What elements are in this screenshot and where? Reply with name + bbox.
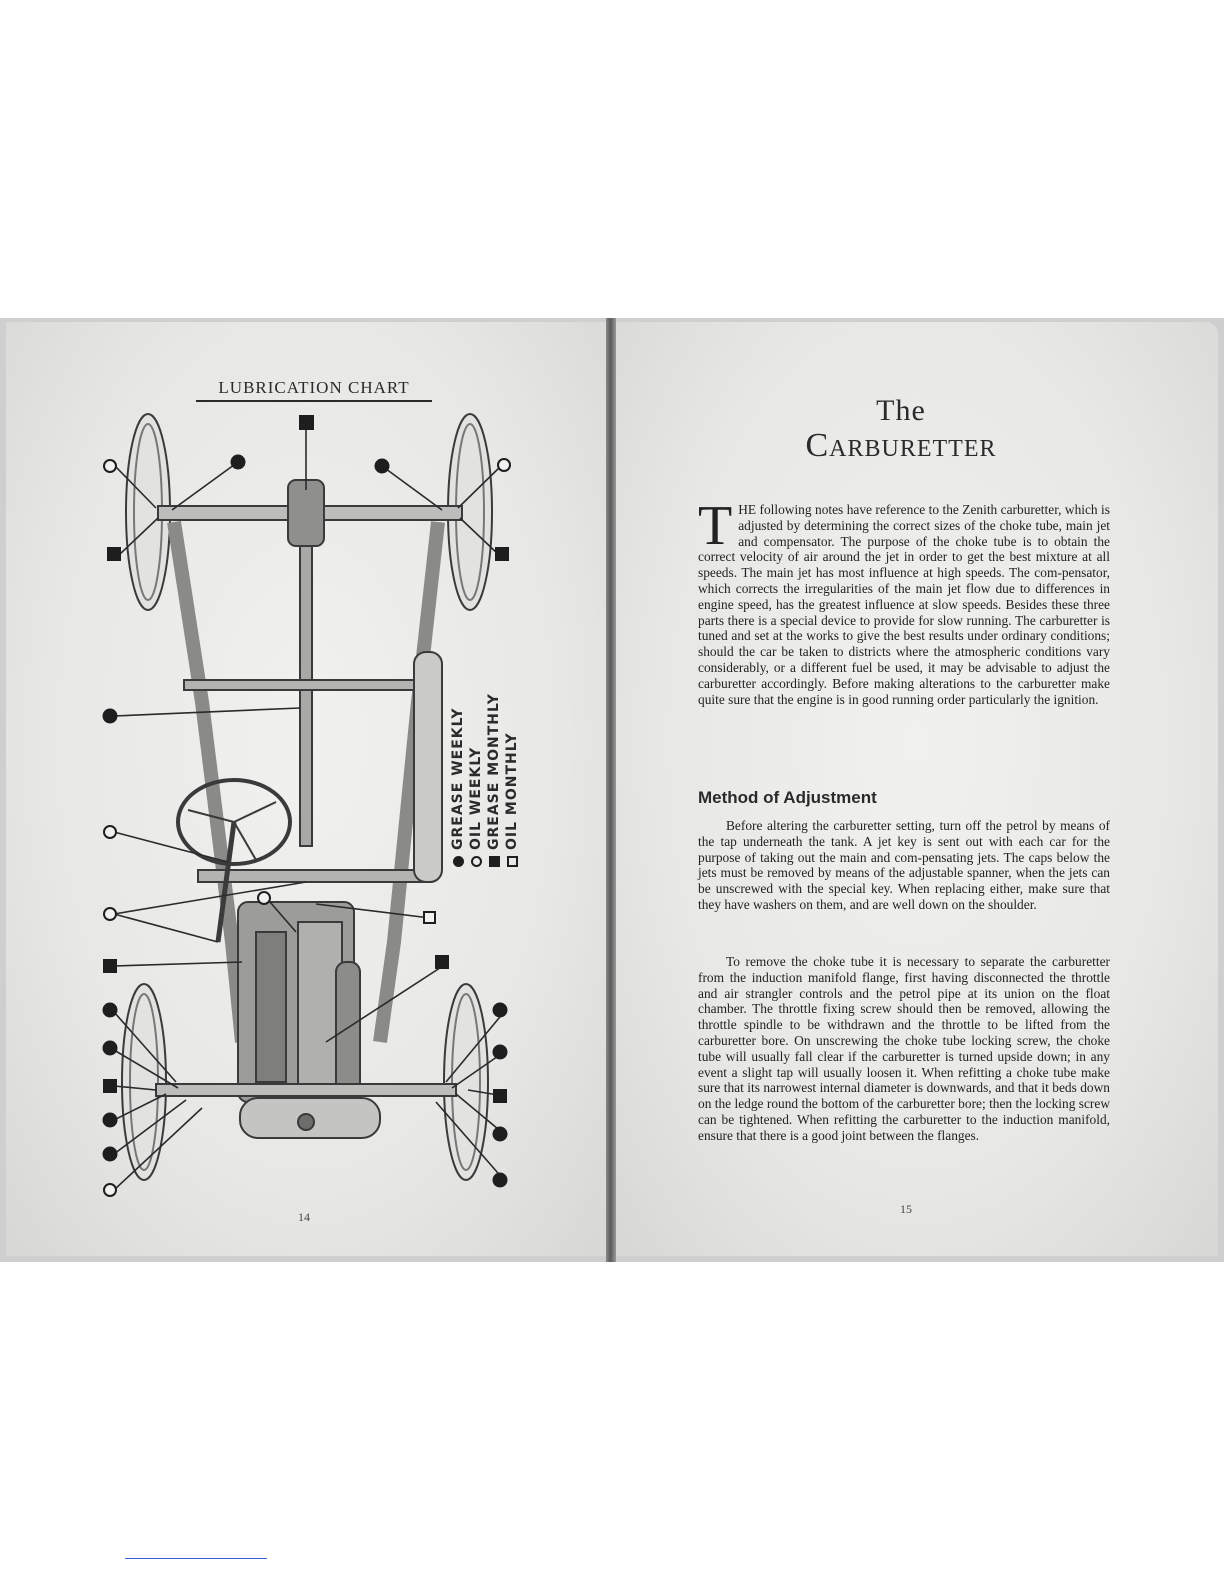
intro-paragraph [698,495,1110,707]
grease-monthly-marker [436,956,448,968]
oil-weekly-marker [498,459,510,471]
grease-weekly-marker [104,710,117,723]
grease-monthly-marker [104,960,116,972]
grease-monthly-marker [496,548,508,560]
intro-text: HE following notes have reference to the Zenith carburetter, which is adjusted by determining the correct sizes of the choke tube, main jet and compensator. The purpose of the choke tube is to obtain the correct velocity of air around the jet in order to get the best mixture at all speeds. The main jet has most influence at high speeds. The com-pensator, which corrects the irregularities of the main jet flow due to differences in engine speed, has the greatest influence at slow speeds. Besides these three parts there is a special device to provide for slow running. The carburetter is tuned and set at the works to give the best results under ordinary conditions; should the car be taken to districts where the atmospheric conditions vary considerably, or a different fuel be used, it may be advisable to adjust the carburetter accordingly. Before making alterations to the carburetter make quite sure that the engine is in good running order particularly the ignition. [698,502,1110,707]
grease-monthly-marker [494,1090,506,1102]
grease-weekly-marker [104,1042,117,1055]
legend-label: OIL WEEKLY [468,746,484,850]
grease-weekly-marker [494,1128,507,1141]
legend-item-oil-weekly [467,693,485,867]
grease-weekly-marker [494,1004,507,1017]
drop-cap: T [698,495,733,557]
paragraph-text: To remove the choke tube it is necessary to separate the carburetter from the induction manifold flange, first having disconnected the throttle and air strangler controls and the petrol pipe at its union on the float chamber. The throttle fixing screw should then be removed, allowing the throttle spindle to be withdrawn and the throttle to be lifted from the carburetter bore. On unscrewing the choke tube locking screw, the choke tube will usually fall clear if the carburetter is turned upside down; in any event a slight tap will usually loosen it. When refitting a choke tube make sure that its narrowest internal diameter is downwards, and that it beds down on the ledge round the bottom of the carburetter bore; then the locking screw can be tightened. When refitting the carburetter to the induction manifold, ensure that there is a good joint between the flanges. [698,954,1110,1143]
oil-weekly-marker [104,826,116,838]
book-gutter [606,318,616,1262]
lubrication-legend [449,693,521,867]
oil-weekly-marker [258,892,270,904]
adjustment-paragraph-1 [698,818,1110,913]
grease-monthly-marker [108,548,120,560]
right-page [616,322,1218,1256]
oil-monthly-marker [424,912,435,923]
oil-weekly-marker [104,1184,116,1196]
open-circle-icon [471,856,482,867]
legend-item-grease-monthly [485,693,503,867]
legend-label: OIL MONTHLY [504,732,520,850]
open-square-icon [507,856,518,867]
section-heading: Method of Adjustment [698,788,877,807]
grease-weekly-marker [104,1004,117,1017]
paragraph-text: Before altering the carburetter setting, turn off the petrol by means of the tap underneath the tank. A jet key is sent out with each car for the purpose of taking out the main and com-pensating jets. The caps below the jets must be removed by means of the adjustable spanner, when the jets can be unscrewed with the special key. When replacing either, make sure that they have washers on them, and are well down on the shoulder. [698,818,1110,912]
grease-weekly-marker [104,1148,117,1161]
chart-title: LUBRICATION CHART [196,378,432,402]
front-left-wheel [122,984,166,1180]
grease-monthly-marker [300,416,313,429]
left-page [6,322,606,1256]
legend-item-oil-monthly [503,693,521,867]
page-title-small: The [876,394,926,427]
book-spread [0,318,1224,1262]
page-number: 15 [900,1202,912,1216]
legend-label: GREASE MONTHLY [486,693,502,850]
grease-monthly-marker [104,1080,116,1092]
oil-weekly-marker [104,908,116,920]
grease-weekly-marker [376,460,389,473]
link-underline [125,1558,267,1559]
grease-weekly-marker [494,1046,507,1059]
grease-weekly-marker [494,1174,507,1187]
oil-weekly-marker [104,460,116,472]
silencer [414,652,442,882]
grease-weekly-marker [232,456,245,469]
front-right-wheel [444,984,488,1180]
filled-circle-icon [453,856,464,867]
page-title: Carburetter [805,427,997,464]
page-number: 14 [298,1210,310,1224]
grease-weekly-marker [104,1114,117,1127]
legend-item-grease-weekly [449,693,467,867]
legend-label: GREASE WEEKLY [450,707,466,850]
adjustment-paragraph-2 [698,954,1110,1144]
filled-square-icon [489,856,500,867]
